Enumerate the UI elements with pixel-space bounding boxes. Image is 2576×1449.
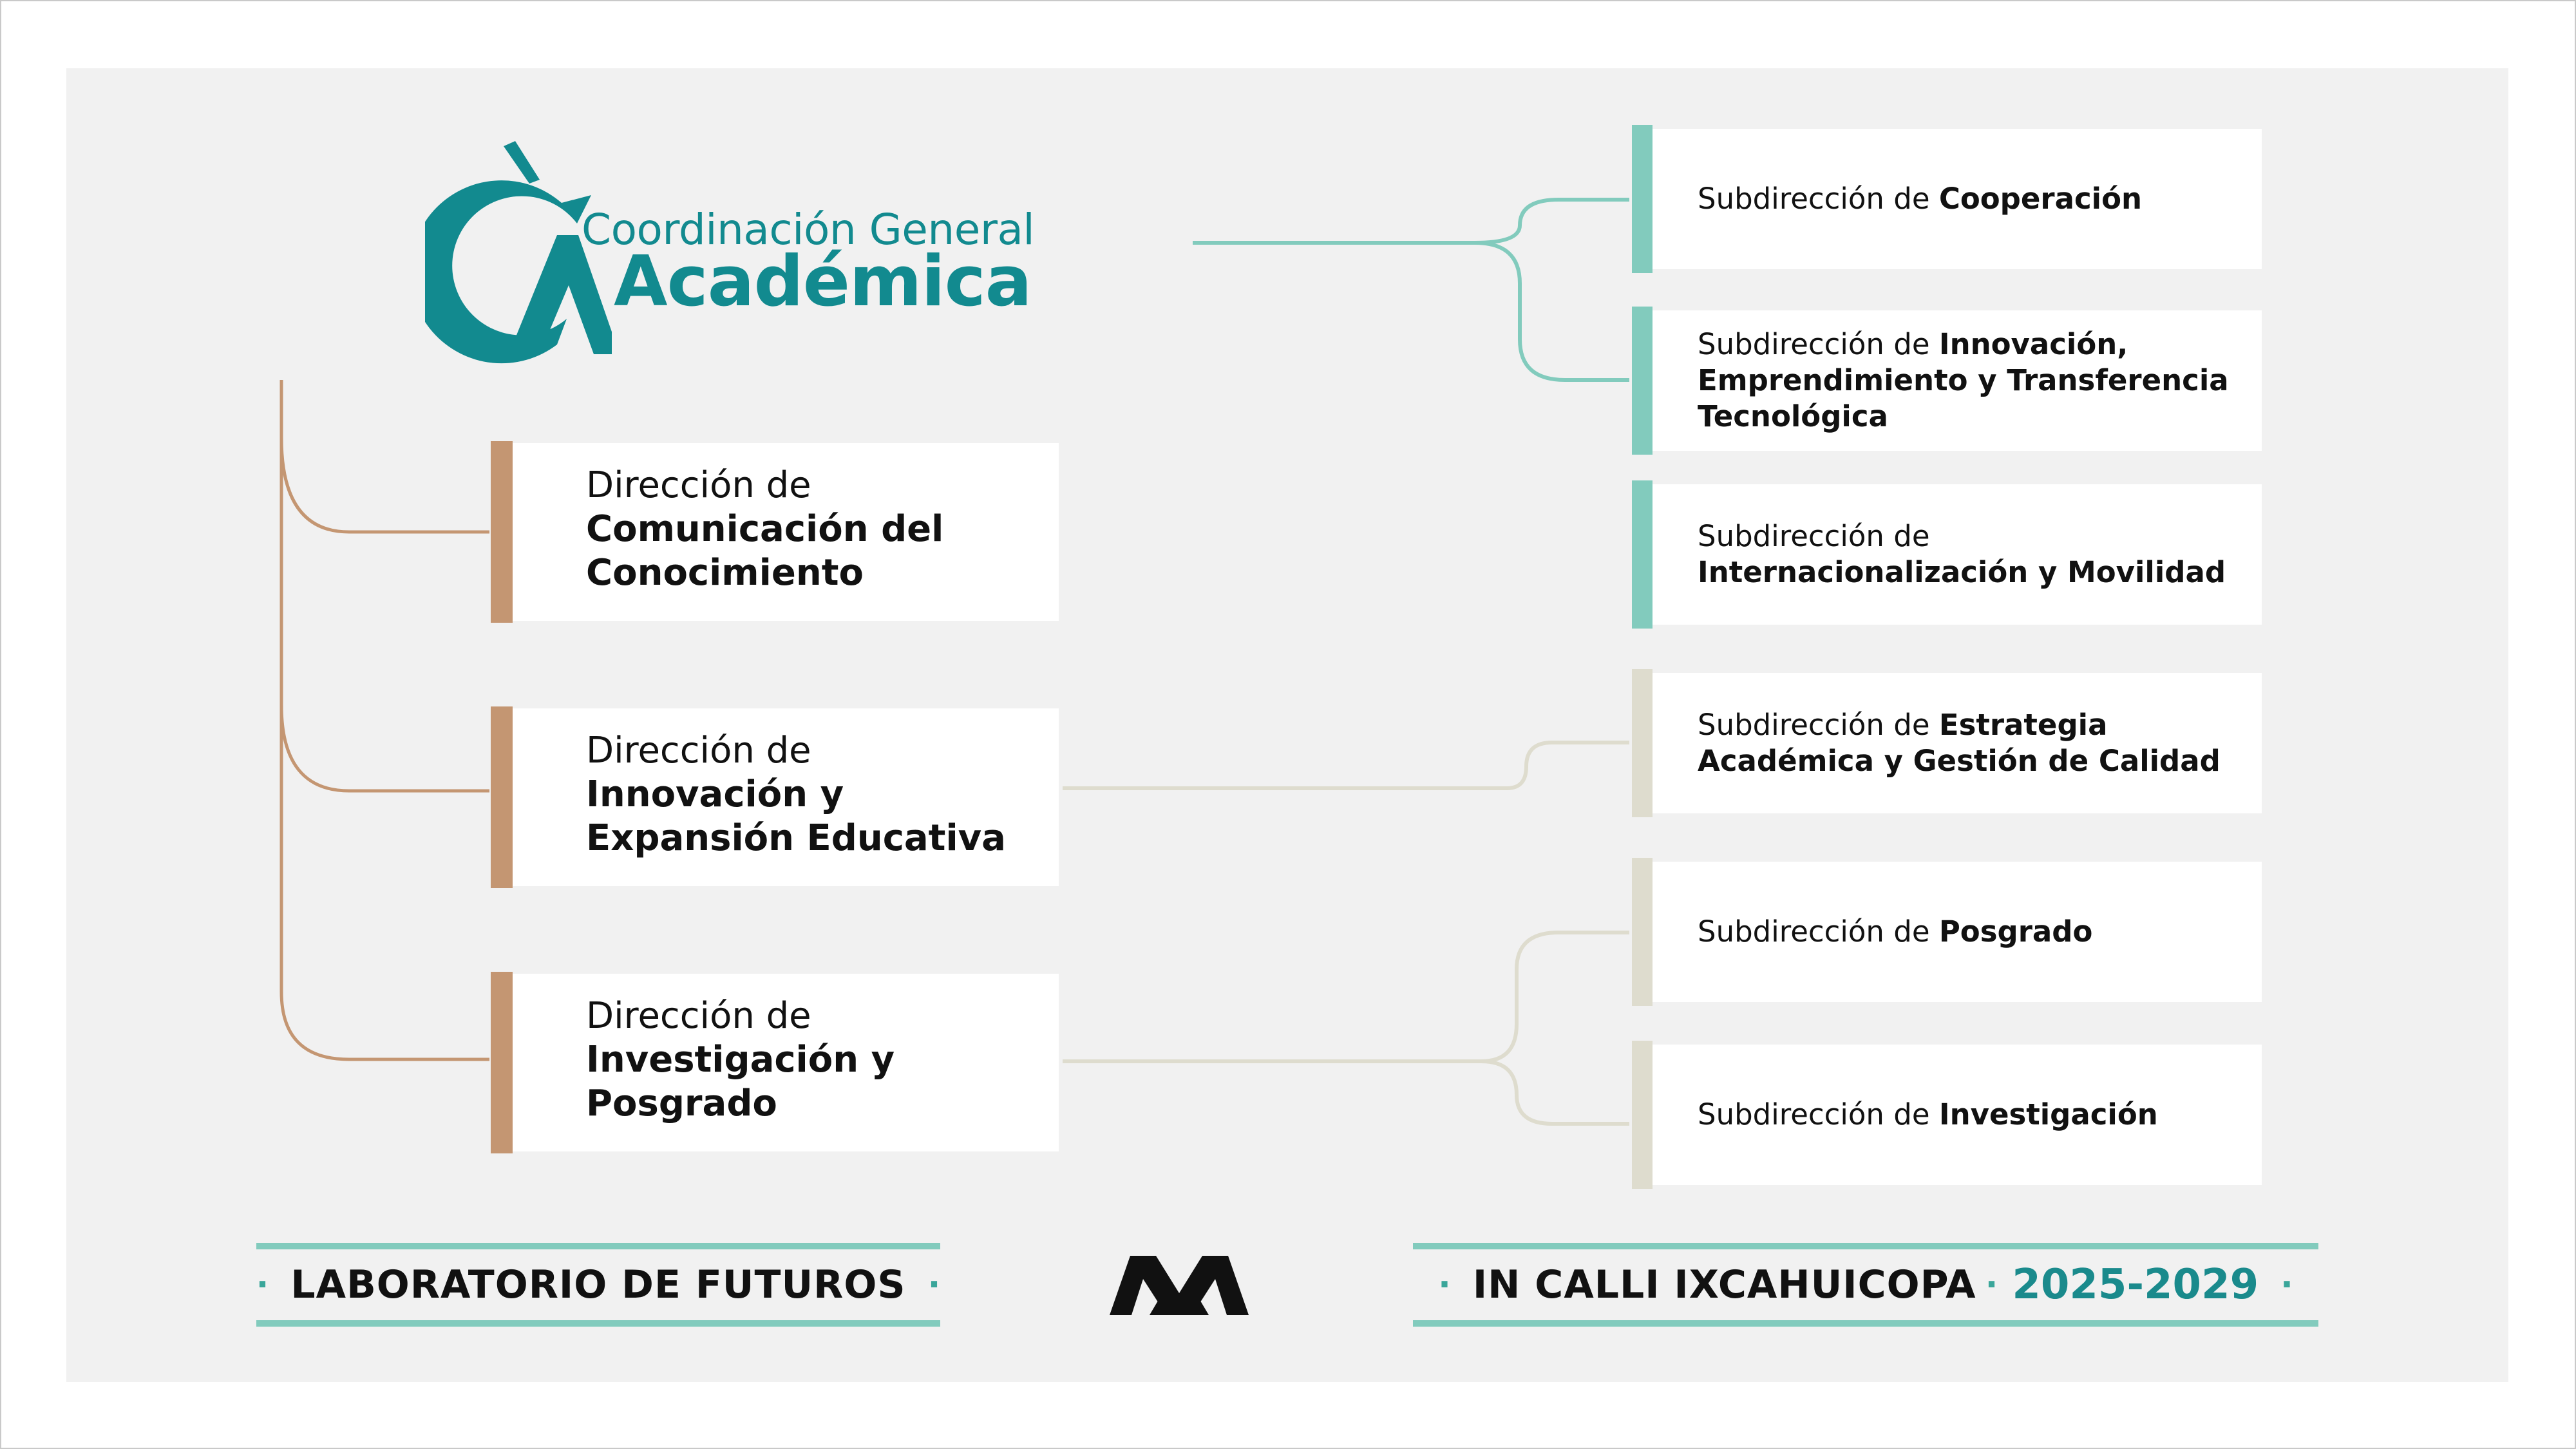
subdireccion-name: Estrategia (1938, 708, 2108, 742)
branch-innovacion (281, 705, 489, 791)
direccion-comunicacion[interactable] (491, 443, 1059, 621)
footer-right-label: IN CALLI IXCAHUICOPA (1472, 1262, 1976, 1307)
subdireccion-investigacion[interactable] (1632, 1045, 2262, 1185)
direccion-innovacion[interactable] (491, 708, 1059, 886)
subdireccion-accent-bar (1632, 307, 1653, 455)
direccion-name-line1: Investigación y (586, 1039, 895, 1081)
subdireccion-innovacion[interactable] (1632, 310, 2262, 451)
separator-dot: · (1985, 1265, 1998, 1304)
direccion-accent-bar (491, 972, 513, 1153)
beige-connector-low (1063, 933, 1629, 1061)
direccion-name-line2: Expansión Educativa (586, 817, 1006, 859)
direccion-accent-bar (491, 706, 513, 888)
subdireccion-accent-bar (1632, 858, 1653, 1006)
separator-dot: · (2280, 1265, 2293, 1304)
separator-dot: · (256, 1265, 269, 1304)
logo-title-line2: Académica (614, 242, 1032, 322)
subdireccion-name: Investigación (1938, 1097, 2158, 1132)
uam-logo-icon (1110, 1256, 1249, 1315)
spine-line (281, 380, 489, 1059)
subdireccion-prefix: Subdirección de (1698, 1097, 1930, 1132)
direccion-prefix: Dirección de (586, 464, 811, 506)
teal-connector (1193, 243, 1629, 380)
footer-banner-right (1413, 1243, 2318, 1327)
subdireccion-name: Cooperación (1938, 182, 2143, 216)
subdireccion-estrategia[interactable] (1632, 673, 2262, 813)
direccion-prefix: Dirección de (586, 995, 811, 1037)
subdireccion-accent-bar (1632, 1041, 1653, 1189)
subdireccion-prefix: Subdirección de (1698, 914, 1930, 949)
subdireccion-internacionalizacion[interactable] (1632, 484, 2262, 625)
direccion-name-line2: Conocimiento (586, 552, 864, 594)
direccion-name-line2: Posgrado (586, 1083, 777, 1124)
direccion-investigacion[interactable] (491, 974, 1059, 1151)
subdireccion-cooperacion[interactable] (1632, 129, 2262, 269)
subdireccion-accent-bar (1632, 669, 1653, 817)
subdireccion-prefix: Subdirección de (1698, 708, 1930, 742)
subdireccion-name-line2: Emprendimiento y Transferencia (1698, 363, 2229, 397)
separator-dot: · (927, 1265, 941, 1304)
cga-logo (425, 138, 1043, 364)
subdireccion-prefix: Subdirección de (1698, 519, 1930, 553)
footer-years: 2025-2029 (2012, 1261, 2259, 1309)
footer-banner-left (256, 1243, 940, 1327)
beige-connector-mid (1063, 743, 1629, 788)
direccion-name-line1: Innovación y (586, 773, 844, 815)
subdireccion-posgrado[interactable] (1632, 862, 2262, 1002)
separator-dot: · (1438, 1265, 1451, 1304)
logo-title-line1: Coordinación General (582, 205, 1035, 254)
subdireccion-name: Innovación, (1938, 327, 2128, 361)
subdireccion-accent-bar (1632, 125, 1653, 273)
subdireccion-prefix: Subdirección de (1698, 327, 1930, 361)
direccion-name-line1: Comunicación del (586, 508, 944, 550)
subdireccion-prefix: Subdirección de (1698, 182, 1930, 216)
subdireccion-accent-bar (1632, 480, 1653, 629)
direccion-accent-bar (491, 441, 513, 623)
beige-connector-low2 (1481, 1061, 1629, 1124)
footer-left-label: LABORATORIO DE FUTUROS (290, 1262, 906, 1307)
direccion-prefix: Dirección de (586, 730, 811, 772)
teal-connector-upper (1475, 200, 1629, 243)
subdireccion-name: Posgrado (1938, 914, 2093, 949)
subdireccion-name: Internacionalización y Movilidad (1698, 555, 2226, 589)
branch-comunicacion (281, 438, 489, 532)
subdireccion-name-line3: Tecnológica (1698, 399, 1888, 433)
subdireccion-name-line2: Académica y Gestión de Calidad (1698, 744, 2221, 778)
